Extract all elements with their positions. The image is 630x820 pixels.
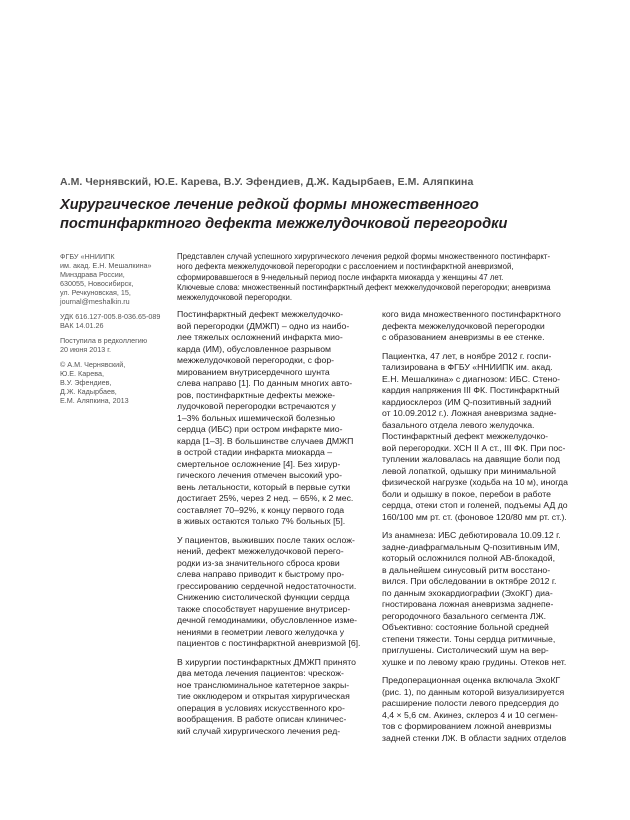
body-line: в острой стадии инфаркта миокарда –: [177, 447, 333, 457]
body-line: грессированию сердечной недостаточности.: [177, 580, 357, 591]
body-line: межжелудочковой перегородки, с фор-: [177, 355, 335, 365]
abstract-line: Представлен случай успешного хирургического лечения редкой формы множественного постинфаркт-: [177, 252, 551, 261]
body-line: кий случай хирургического лечения ред-: [177, 725, 341, 736]
body-line: кого вида множественного постинфарктного: [382, 309, 561, 319]
body-paragraph: [382, 530, 582, 668]
body-line: 4,4 × 5,6 см. Акинез, склероз 4 и 10 сегмен-: [382, 709, 558, 720]
received-line: 20 июня 2013 г.: [60, 345, 111, 354]
body-line: базального отдела левого желудочка.: [382, 419, 535, 430]
body-line: задне-диафрагмальным Q-позитивным ИМ,: [382, 541, 560, 552]
body-line: Объективно: состояние больной средней: [382, 622, 549, 632]
body-line: регородочного базального сегмента ЛЖ.: [382, 610, 547, 621]
vak-code: ВАК 14.01.26: [60, 321, 104, 330]
affiliation-line: 630055, Новосибирск,: [60, 279, 134, 288]
body-line: Предоперационная оценка включала ЭхоКГ: [382, 675, 561, 685]
body-line: хушке и по левому краю грудины. Отеков нет.: [382, 656, 567, 667]
body-line: карда [1–3]. В большинстве случаев ДМЖП: [177, 435, 354, 446]
copyright-line: © А.М. Чернявский,: [60, 360, 126, 369]
body-line: дечной гемодинамики, обусловленное изме-: [177, 615, 358, 625]
affiliation-email: journal@meshalkin.ru: [60, 297, 130, 306]
body-line: мированием внутрисердечного шунта: [177, 366, 330, 377]
body-line: вообращения. В работе описан клиничес-: [177, 714, 347, 724]
body-line: по данным эхокардиографии (ЭхоКГ) диа-: [382, 587, 553, 598]
body-line: достигает 25%, через 2 нед. – 65%, к 2 мес.: [177, 493, 354, 503]
body-paragraph: [382, 309, 582, 344]
body-line: У пациентов, выживших после таких ослож-: [177, 534, 355, 545]
body-line: Снижению систолической функции сердца: [177, 592, 350, 602]
keywords-line: межжелудочковой перегородки.: [177, 293, 293, 303]
body-line: В хирургии постинфарктных ДМЖП принято: [177, 656, 356, 667]
body-line: ное транслюминальное катетерное закры-: [177, 679, 350, 690]
body-line: физической нагрузке (ходьба на 10 м), иногда: [382, 477, 568, 487]
body-line: степени тяжести. Тоны сердца ритмичные,: [382, 633, 556, 644]
sidebar-metadata: [60, 252, 168, 411]
body-line: тализирована в ФГБУ «ННИИПК им. акад.: [382, 362, 553, 372]
received-line: Поступила в редколлегию: [60, 336, 148, 345]
body-paragraph: [177, 535, 373, 650]
affiliation-line: ул. Речкуновская, 15,: [60, 288, 131, 297]
udc-code: УДК 616.127-005.8-036.65-089: [60, 312, 161, 321]
body-line: лее тяжелых осложнений инфаркта мио-: [177, 332, 343, 342]
body-line: составляет 70–92%, к концу первого года: [177, 504, 345, 515]
affiliation-line: им. акад. Е.Н. Мешалкина»: [60, 261, 152, 270]
body-line: карда (ИМ), обусловленное разрывом: [177, 343, 332, 354]
body-line: вой перегородки (ДМЖП) – одно из наибо-: [177, 320, 350, 331]
body-line: слева направо приводит к быстрому про-: [177, 569, 345, 579]
body-line: вой перегородки. ХСН II А ст., III ФК. При пос-: [382, 442, 566, 453]
body-line: сердца (ИБС) при остром инфаркте мио-: [177, 424, 343, 434]
body-line: вился. При обследовании в октябре 2012 г.: [382, 576, 557, 586]
body-line: вень летальности, который в первые сутки: [177, 481, 351, 492]
body-line: боли и одышку в покое, перебои в работе: [382, 488, 551, 499]
body-line: кардиосклероз (ИМ Q-позитивный задний: [382, 396, 552, 407]
affiliation: [60, 252, 168, 306]
body-line: Постинфарктный дефект межжелудочко-: [177, 309, 344, 319]
body-column-right: [382, 309, 582, 751]
body-line: левой лопаткой, одышку при минимальной: [382, 465, 556, 476]
body-line: также способствует нарушение внутрисер-: [177, 603, 351, 614]
abstract-line: сформировавшегося в 9-недельный период после инфаркта миокарда у женщины 47 лет.: [177, 272, 504, 282]
body-line: тие окклюдером и открытая хирургическая: [177, 691, 350, 701]
body-line: нениями в геометрии левого желудочка у: [177, 626, 345, 637]
body-line: в живых остаются только 7% больных [5].: [177, 516, 346, 526]
body-line: гностирована ложная аневризма заднепе-: [382, 599, 554, 609]
received-date: [60, 336, 168, 354]
body-line: который осложнился полной АВ-блокадой,: [382, 553, 556, 563]
body-line: кардия напряжения III ФК. Постинфарктный: [382, 385, 560, 395]
body-paragraph: [177, 657, 373, 738]
body-line: 160/100 мм рт. ст. (фоновое 120/80 мм рт. ст.).: [382, 511, 567, 522]
body-line: тов с формированием ложной аневризмы: [382, 721, 552, 731]
copyright-line: В.У. Эфендиев,: [60, 378, 112, 387]
body-line: операция в условиях искусственного кро-: [177, 702, 345, 713]
body-line: расширение полости левого предсердия до: [382, 698, 559, 708]
abstract-line: ного дефекта межжелудочковой перегородки с расслоением и постинфарктной аневризмой,: [177, 262, 514, 272]
body-line: слева направо [1]. По данным многих авто-: [177, 378, 353, 388]
affiliation-line: ФГБУ «ННИИПК: [60, 252, 115, 261]
body-line: два метода лечения пациентов: чрескож-: [177, 668, 344, 678]
copyright: [60, 360, 168, 405]
body-line: сердца, отеки стоп и голеней, подъемы АД до: [382, 500, 568, 510]
body-line: лудочковой перегородки встречаются у: [177, 401, 336, 411]
body-line: смертельное осложнение [4]. Без хирур-: [177, 458, 341, 469]
title-line: постинфарктного дефекта межжелудочковой перегородки: [60, 216, 508, 232]
body-line: дефекта межжелудочковой перегородки: [382, 320, 545, 331]
body-line: нений, дефект межжелудочковой перего-: [177, 546, 344, 556]
body-line: пациентов с постинфарктной аневризмой [6].: [177, 638, 361, 648]
body-line: в дальнейшем синусовый ритм восстано-: [382, 564, 551, 575]
body-line: 1–3% больных ишемической болезнью: [177, 412, 335, 423]
body-line: (рис. 1), по данным которой визуализируется: [382, 686, 565, 697]
article-title: [60, 196, 600, 234]
copyright-line: Д.Ж. Кадырбаев,: [60, 387, 117, 396]
body-line: родки из-за значительного сброса крови: [177, 557, 340, 568]
body-line: от 10.09.2012 г.). Ложная аневризма задне-: [382, 408, 557, 418]
body-line: туплении жаловалась на давящие боли под: [382, 454, 560, 464]
abstract: [177, 252, 597, 303]
body-line: ров, постинфарктные дефекты межже-: [177, 389, 336, 400]
body-paragraph: [177, 309, 373, 528]
body-column-left: [177, 309, 373, 744]
body-line: приглушены. Систолический шум на вер-: [382, 645, 549, 655]
copyright-line: Ю.Е. Карева,: [60, 369, 104, 378]
keywords-line: Ключевые слова: множественный постинфарктный дефект межжелудочковой перегородки; аневризма: [177, 282, 551, 292]
body-line: задней стенки ЛЖ. В области задних отделов: [382, 732, 567, 743]
copyright-line: Е.М. Аляпкина, 2013: [60, 396, 129, 405]
body-line: Пациентка, 47 лет, в ноябре 2012 г. госпи-: [382, 350, 552, 361]
body-paragraph: [382, 351, 582, 524]
body-paragraph: [382, 675, 582, 744]
body-line: с образованием аневризмы в ее стенке.: [382, 332, 545, 342]
body-line: Из анамнеза: ИБС дебютировала 10.09.12 г.: [382, 530, 561, 540]
title-line: Хирургическое лечение редкой формы множественного: [60, 197, 479, 213]
body-line: Постинфарктный дефект межжелудочко-: [382, 431, 549, 441]
authors: А.М. Чернявский, Ю.Е. Карева, В.У. Эфендиев, Д.Ж. Кадырбаев, Е.М. Аляпкина: [60, 176, 474, 188]
body-line: Е.Н. Мешалкина» с диагнозом: ИБС. Стено-: [382, 373, 561, 384]
body-line: гического лечения отмечен высокий уро-: [177, 470, 342, 480]
classification: [60, 312, 168, 330]
affiliation-line: Минздрава России,: [60, 270, 125, 279]
